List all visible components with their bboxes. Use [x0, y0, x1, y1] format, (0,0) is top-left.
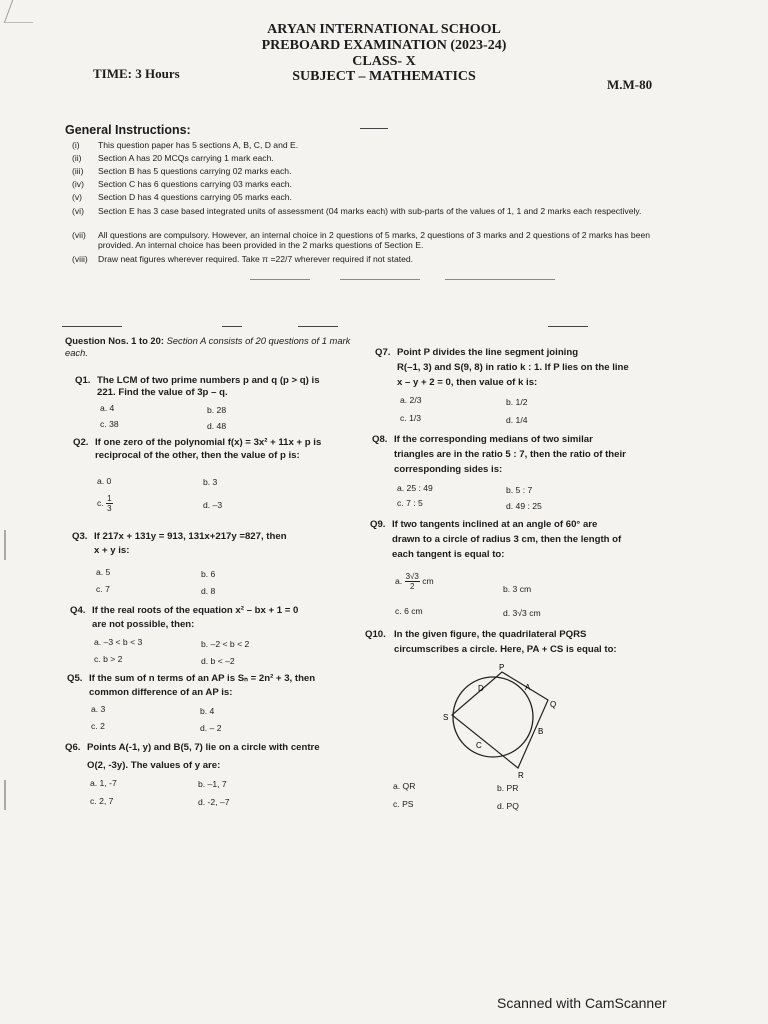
question-number: Q9.	[370, 519, 386, 530]
question-text: If the real roots of the equation x² – bx + 1 = 0	[92, 605, 299, 616]
scan-edge-mark	[4, 0, 41, 23]
option-a: a. 0	[97, 476, 112, 486]
instruction-text: Section D has 4 questions carrying 05 marks each.	[98, 192, 292, 202]
option-d: d. 48	[207, 421, 227, 431]
question-text: If two tangents inclined at an angle of 60° are	[392, 519, 598, 530]
divider	[445, 279, 555, 280]
option-c: c. 6 cm	[395, 606, 423, 616]
divider	[298, 326, 338, 327]
question-text: are not possible, then:	[92, 619, 195, 630]
instruction-text: Section B has 5 questions carrying 02 marks each.	[98, 166, 292, 176]
option-d: d. – 2	[200, 723, 222, 733]
question-text: corresponding sides is:	[394, 464, 503, 475]
question-text: The LCM of two prime numbers p and q (p > q) is	[97, 375, 320, 386]
label-q: Q	[550, 700, 557, 709]
option-d: d. 1/4	[506, 415, 528, 425]
question-number: Q6.	[65, 742, 81, 753]
instruction-text: Section A has 20 MCQs carrying 1 mark each.	[98, 153, 274, 163]
option-c: c. b > 2	[94, 654, 123, 664]
option-c: c. 7	[96, 584, 110, 594]
fraction	[106, 494, 112, 513]
option-b: b. PR	[497, 783, 519, 793]
option-prefix: c.	[97, 497, 104, 508]
option-d: d. -2, –7	[198, 797, 230, 807]
option-d: d. 49 : 25	[506, 501, 542, 511]
label-a: A	[525, 683, 531, 692]
question-text: If one zero of the polynomial f(x) = 3x² + 11x + p is	[95, 437, 322, 448]
option-b: b. 1/2	[506, 397, 528, 407]
instruction-text: All questions are compulsory. However, an internal choice in 2 questions of 5 marks, 2 questions of 3 marks and 2 questions of 2 marks has been provided. An internal choice has been provided in the 2 marks questions of Section E.	[98, 230, 651, 250]
scan-edge-mark	[4, 780, 6, 810]
option-b: b. 3 cm	[503, 584, 532, 594]
option-a: a. 1, -7	[90, 778, 117, 788]
numerator: 1	[107, 494, 112, 503]
max-marks: M.M-80	[607, 77, 653, 92]
option-d: d. PQ	[497, 801, 519, 811]
instruction-text: Draw neat figures wherever required. Take π =22/7 wherever required if not stated.	[98, 254, 414, 264]
scanner-watermark: Scanned with CamScanner	[497, 995, 667, 1011]
instruction-text: This question paper has 5 sections A, B, C, D and E.	[98, 140, 299, 150]
label-p: P	[499, 663, 505, 672]
option-c: c. 1/3	[400, 413, 422, 423]
instruction-num: (iv)	[72, 179, 84, 189]
option-a: a. 4	[100, 403, 115, 413]
instruction-num: (iii)	[72, 166, 84, 176]
option-c: c. 2	[91, 721, 105, 731]
denominator: 2	[409, 582, 415, 591]
fraction	[405, 572, 420, 591]
divider	[62, 326, 122, 327]
section-intro-text: Section A consists of 20 questions of 1 mark each.	[65, 335, 351, 358]
question-text: x – y + 2 = 0, then value of k is:	[397, 377, 538, 388]
school-name: ARYAN INTERNATIONAL SCHOOL	[267, 22, 501, 37]
label-c: C	[476, 741, 482, 750]
option-b: b. –2 < b < 2	[201, 639, 250, 649]
option-a: a. 25 : 49	[397, 483, 433, 493]
option-prefix: a.	[395, 575, 403, 586]
option-c: c. 38	[100, 419, 119, 429]
divider	[250, 279, 310, 280]
option-d: d. 3√3 cm	[503, 608, 541, 618]
denominator: 3	[107, 504, 112, 513]
question-text: each tangent is equal to:	[392, 549, 505, 560]
question-text: R(–1, 3) and S(9, 8) in ratio k : 1. If P lies on the line	[397, 362, 629, 373]
numerator: 3√3	[405, 572, 419, 581]
option-b: b. –1, 7	[198, 779, 227, 789]
option-d: d. b < –2	[201, 656, 235, 666]
unit: cm	[422, 575, 434, 586]
instruction-num: (ii)	[72, 153, 82, 163]
option-d: d. –3	[203, 500, 223, 510]
instruction-num: (v)	[72, 192, 83, 202]
question-text: x + y is:	[94, 545, 130, 556]
question-number: Q2.	[73, 437, 89, 448]
class-label: CLASS- X	[352, 54, 416, 69]
subject-label: SUBJECT – MATHEMATICS	[292, 69, 476, 84]
label-r: R	[518, 771, 524, 780]
option-a: a. 3	[91, 704, 106, 714]
question-text: reciprocal of the other, then the value of p is:	[95, 450, 300, 461]
divider	[548, 326, 588, 327]
question-number: Q3.	[72, 531, 88, 542]
question-text: 221. Find the value of 3p – q.	[97, 387, 228, 398]
option-d: d. 8	[201, 586, 216, 596]
question-text: If the sum of n terms of an AP is Sₙ = 2n² + 3, then	[89, 673, 316, 684]
question-text: If 217x + 131y = 913, 131x+217y =827, then	[94, 531, 287, 542]
question-text: Points A(-1, y) and B(5, 7) lie on a circle with centre	[87, 742, 320, 753]
question-number: Q5.	[67, 673, 83, 684]
option-a: a. QR	[393, 781, 416, 791]
option-b: b. 6	[201, 569, 216, 579]
question-number: Q7.	[375, 347, 391, 358]
option-b: b. 3	[203, 477, 218, 487]
instruction-num: (vi)	[72, 206, 84, 216]
instruction-text: Section C has 6 questions carrying 03 marks each.	[98, 179, 292, 189]
instruction-num: (viii)	[72, 254, 88, 264]
inscribed-circle	[453, 677, 533, 757]
question-number: Q1.	[75, 375, 91, 386]
option-c: c. 2, 7	[90, 796, 114, 806]
option-a	[395, 572, 434, 591]
option-c	[97, 494, 113, 513]
question-number: Q4.	[70, 605, 86, 616]
question-text: triangles are in the ratio 5 : 7, then the ratio of their	[394, 449, 626, 460]
option-a: a. 5	[96, 567, 111, 577]
question-number: Q10.	[365, 629, 386, 640]
instruction-num: (i)	[72, 140, 80, 150]
scan-edge-mark	[4, 530, 6, 560]
divider	[222, 326, 242, 327]
option-a: a. –3 < b < 3	[94, 637, 143, 647]
instruction-num: (vii)	[72, 230, 86, 240]
option-b: b. 5 : 7	[506, 485, 533, 495]
option-c: c. PS	[393, 799, 414, 809]
question-text: In the given figure, the quadrilateral PQRS	[394, 629, 587, 640]
instruction-text: Section E has 3 case based integrated units of assessment (04 marks each) with sub-parts of the values of 1, 1 and 2 marks each respectively.	[98, 206, 642, 216]
section-intro-bold: Question Nos. 1 to 20:	[65, 335, 164, 346]
section-a-intro	[65, 335, 355, 359]
question-text: common difference of an AP is:	[89, 687, 233, 698]
question-text: drawn to a circle of radius 3 cm, then the length of	[392, 534, 622, 545]
quadrilateral-figure	[430, 660, 570, 780]
label-b: B	[538, 727, 544, 736]
option-a: a. 2/3	[400, 395, 422, 405]
question-text: Point P divides the line segment joining	[397, 347, 579, 358]
label-d: D	[478, 684, 484, 693]
time-label: TIME: 3 Hours	[93, 66, 180, 81]
divider	[340, 279, 420, 280]
option-c: c. 7 : 5	[397, 498, 423, 508]
divider	[360, 128, 388, 129]
question-text: circumscribes a circle. Here, PA + CS is equal to:	[394, 644, 617, 655]
question-number: Q8.	[372, 434, 388, 445]
question-text: O(2, -3y). The values of y are:	[87, 760, 221, 771]
instructions-title: General Instructions:	[65, 123, 191, 137]
option-b: b. 28	[207, 405, 227, 415]
exam-title: PREBOARD EXAMINATION (2023-24)	[261, 38, 507, 53]
question-text: If the corresponding medians of two similar	[394, 434, 593, 445]
label-s: S	[443, 713, 449, 722]
option-b: b. 4	[200, 706, 215, 716]
